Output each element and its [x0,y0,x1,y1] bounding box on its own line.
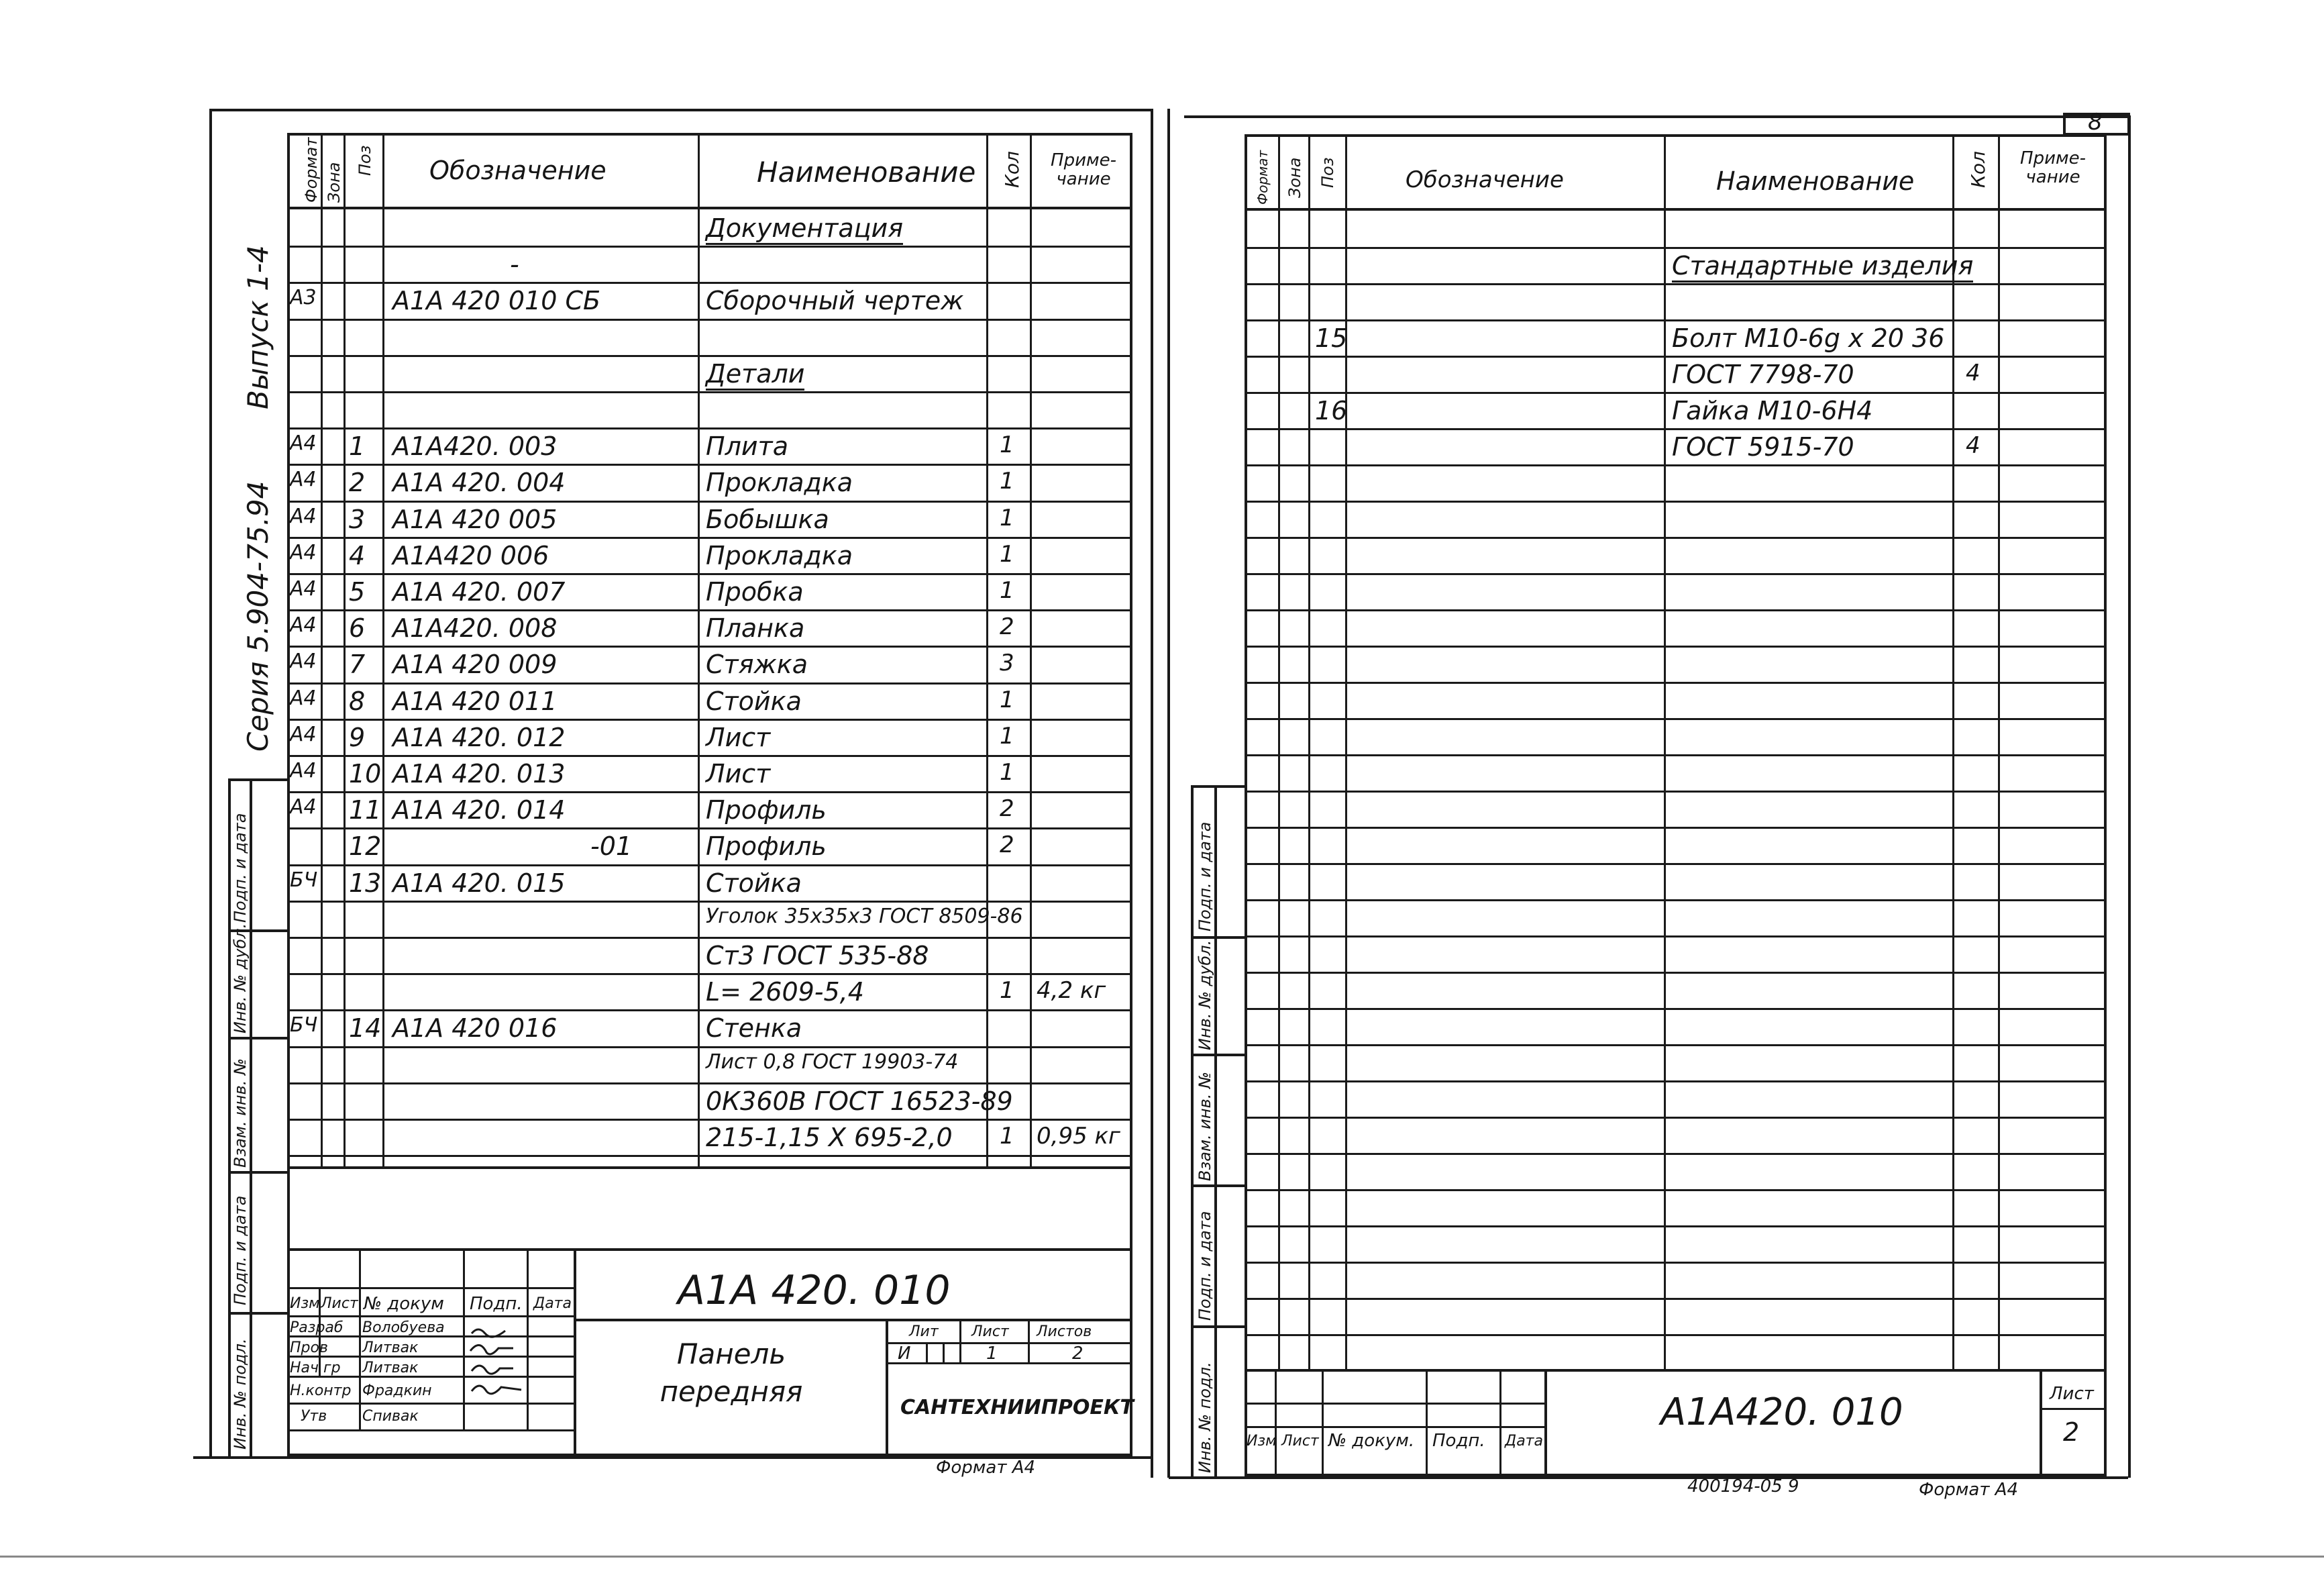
tb-role: Нач гр [290,1360,341,1376]
left-row-name: Стойка [706,868,802,898]
right-row-name: Гайка М10-6Н4 [1672,396,1873,425]
tb-line [2040,1369,2042,1476]
right-row-name: ГОСТ 7798-70 [1672,360,1854,389]
left-row-name: Пробка [706,577,804,607]
row-line [1245,827,2107,829]
row-line [1245,863,2107,865]
row-line [287,791,1132,793]
doc-title: Панель передняя [659,1337,803,1408]
tb-line [287,1166,1132,1169]
right-row-name: ГОСТ 5915-70 [1672,432,1854,462]
header-name: Наименование [1716,166,1915,196]
left-row-des: А1А 420. 015 [392,868,566,898]
header-designation: Обозначение [1406,166,1564,193]
format-note: Формат А4 [936,1458,1036,1478]
row-line [287,646,1132,648]
tb-person: Литвак [362,1339,419,1356]
left-row-name: Ст3 ГОСТ 535-88 [706,941,929,970]
col-line [698,133,700,1166]
header-designation: Обозначение [429,156,606,185]
row-line [1245,754,2107,756]
left-row-des: А1А 420. 007 [392,577,566,607]
row-line [1245,972,2107,974]
tb-head-sign: Подп. [1432,1431,1485,1451]
left-row-qty: 1 [1000,505,1014,531]
row-line [287,464,1132,466]
left-row-qty: 1 [1000,977,1014,1004]
tb-sheet-label: Лист [2050,1384,2094,1404]
row-line [1245,609,2107,611]
left-row-qty: 1 [1000,577,1014,604]
header-note: Приме-чание [2020,148,2086,187]
left-row-des: А1А 420. 004 [392,468,566,497]
tb-sheets: 2 [1072,1344,1084,1364]
row-line [287,501,1132,503]
frame-line [2128,115,2131,1478]
tb-line [1275,1369,1277,1476]
left-row-name: Уголок 35х35х3 ГОСТ 8509-86 [706,905,1023,928]
stamp-label: Инв. № подл. [231,1338,250,1450]
left-row-pos: 6 [349,613,366,643]
tb-head-list: Лист [321,1295,358,1312]
left-row-name: Прокладка [706,468,853,497]
tb-line [527,1248,529,1431]
stamp-line [1191,785,1194,1476]
row-line [287,973,1132,975]
right-row-qty: 4 [1966,360,1980,387]
left-row-fmt: А4 [290,577,317,601]
tb-head-date: Дата [533,1295,572,1312]
left-row-fmt: А4 [290,613,317,637]
tb-role: Утв [301,1408,327,1425]
col-line [382,133,384,1166]
tb-sheet: 1 [986,1344,998,1364]
frame-line [209,109,1152,111]
left-row-pos: 7 [349,650,366,679]
stamp-line [228,778,288,781]
row-line [287,827,1132,829]
stamp-line [1191,936,1245,939]
tb-person: Волобуева [362,1319,445,1336]
left-row-name: Сборочный чертеж [706,286,964,315]
row-line [1245,1008,2107,1010]
row-line [287,246,1132,248]
tb-line [574,1248,576,1458]
row-line [1245,1298,2107,1300]
left-row-fmt: А4 [290,650,317,673]
tb-line [2040,1408,2107,1410]
row-line [1245,646,2107,648]
frame-line [1167,109,1170,1478]
left-row-pos: 13 [349,868,382,898]
left-row-des: А1А 420. 012 [392,723,566,752]
row-line [287,864,1132,866]
row-line [287,573,1132,575]
left-row-fmt: А4 [290,759,317,782]
left-row-pos: 10 [349,759,382,789]
row-line [287,319,1132,321]
frame-line [1169,1476,2128,1479]
tb-line [1426,1369,1428,1476]
row-line [1245,718,2107,720]
left-row-qty: 1 [1000,759,1014,786]
header-qty: Кол [1967,151,1989,188]
header-format: Формат [302,137,321,203]
left-row-des: - [510,250,519,279]
row-line [1245,537,2107,539]
stamp-line [228,1037,288,1040]
left-row-pos: 5 [349,577,366,607]
left-row-name: 215-1,15 Х 695-2,0 [706,1123,953,1152]
stamp-label: Взам. инв. № [1196,1072,1214,1181]
stamp-line [1191,1054,1245,1056]
stamp-line [1191,1325,1245,1328]
col-line [986,133,988,1166]
series-label: Серия 5.904-75.94 [242,480,274,752]
left-row-pos: 4 [349,541,366,570]
left-row-name: Профиль [706,831,827,861]
stamp-label: Подп. и дата [231,1195,250,1305]
row-line [1245,1225,2107,1227]
stamp-label: Взам. инв. № [231,1058,250,1168]
tb-line [926,1342,928,1362]
left-row-fmt: А4 [290,541,317,564]
row-line [1245,935,2107,937]
left-row-qty: 3 [1000,650,1014,676]
left-row-des: А1А 420 005 [392,505,558,534]
stamp-line [1214,785,1217,1476]
tb-role: Пров [290,1339,328,1356]
row-line [287,1155,1132,1157]
left-row-qty: 1 [1000,723,1014,750]
row-line [1245,392,2107,394]
row-line [1245,1189,2107,1191]
left-row-fmt: БЧ [290,1013,318,1037]
header-line [287,207,1132,209]
row-line [287,537,1132,539]
left-row-name: Плита [706,432,788,461]
tb-line [1322,1369,1324,1476]
header-pos: Поз [356,145,374,176]
row-line [287,1082,1132,1084]
bottom-code: 400194-05 9 [1687,1476,1799,1497]
row-line [287,901,1132,903]
left-row-name: Лист [706,723,771,752]
tb-line [1499,1369,1501,1476]
header-zone: Зона [1285,157,1304,198]
right-row-pos: 15 [1315,323,1348,353]
row-line [287,1119,1132,1121]
tb-lit: И [898,1344,911,1364]
left-row-fmt: А4 [290,795,317,819]
row-line [287,719,1132,721]
row-line [1245,428,2107,430]
left-row-fmt: БЧ [290,868,318,892]
left-row-des: А1А420 006 [392,541,549,570]
tb-sheet: 2 [2063,1417,2080,1447]
left-row-name: Бобышка [706,505,829,534]
stamp-line [228,1171,288,1174]
spec-table-frame [287,133,1132,1456]
left-row-name: Лист 0,8 ГОСТ 19903-74 [706,1050,959,1074]
stamp-label: Инв. № дубл. [1196,940,1214,1050]
row-line [287,427,1132,429]
row-line [1245,573,2107,575]
tb-lit-label: Лит [909,1323,939,1340]
left-row-des: А1А 420. 014 [392,795,566,825]
right-row-name: Болт М10-6g х 20 36 [1672,323,1945,353]
left-row-qty: 1 [1000,541,1014,568]
left-row-name: Стенка [706,1013,802,1043]
stamp-label: Подп. и дата [1196,821,1214,931]
tb-line [463,1248,465,1431]
header-name: Наименование [757,156,976,189]
left-row-des: -01 [590,831,633,861]
tb-line [287,1315,576,1317]
left-row-pos: 1 [349,432,366,461]
row-line [287,282,1132,284]
left-row-note: 4,2 кг [1037,977,1106,1004]
header-pos: Поз [1318,157,1337,188]
issue-label: Выпуск 1-4 [242,245,274,409]
row-line [1245,682,2107,684]
stamp-label: Инв. № подл. [1196,1362,1214,1473]
right-row-pos: 16 [1315,396,1348,425]
left-row-name: Планка [706,613,805,643]
signatures [466,1319,527,1429]
tb-head-list: Лист [1281,1433,1319,1450]
left-row-des: А1А 420 011 [392,687,558,716]
doc-code-right: А1А420. 010 [1660,1390,1903,1434]
tb-line [959,1319,961,1362]
tb-line [287,1356,576,1358]
row-line [1245,899,2107,901]
left-row-pos: 11 [349,795,382,825]
left-row-name: Лист [706,759,771,789]
row-line [287,391,1132,393]
row-line [1245,1153,2107,1155]
left-row-name: Профиль [706,795,827,825]
left-row-fmt: А4 [290,505,317,528]
left-row-des: А1А 420 010 СБ [392,286,601,315]
row-line [1245,319,2107,321]
right-row-name: Стандартные изделия [1672,251,1973,283]
row-line [1245,464,2107,466]
left-row-name: Стяжка [706,650,808,679]
row-line [287,355,1132,357]
row-line [1245,1334,2107,1336]
left-row-name: Стойка [706,687,802,716]
col-line [344,133,346,1166]
stamp-line [250,778,252,1458]
tb-person: Фрадкин [362,1382,432,1399]
right-row-qty: 4 [1966,432,1980,459]
left-row-qty: 2 [1000,613,1014,640]
row-line [1245,1117,2107,1119]
tb-head-ndoc: № докум [364,1294,444,1314]
stamp-line [1191,1184,1245,1187]
row-line [1245,1080,2107,1082]
tb-line [886,1319,888,1456]
tb-line [574,1319,1132,1321]
tb-org: САНТЕХНИИПРОЕКТ [900,1396,1134,1419]
row-line [1245,1262,2107,1264]
left-row-qty: 1 [1000,468,1014,495]
tb-line [287,1429,576,1431]
tb-sheets-label: Листов [1037,1323,1092,1340]
tb-person: Спивак [362,1408,419,1425]
left-row-qty: 1 [1000,1123,1014,1150]
header-zone: Зона [325,162,344,203]
tb-head-date: Дата [1505,1433,1543,1450]
left-row-name: Документация [706,213,903,245]
left-row-pos: 2 [349,468,366,497]
row-line [1245,791,2107,793]
left-row-pos: 14 [349,1013,382,1043]
row-line [287,1046,1132,1048]
row-line [1245,283,2107,285]
tb-line [359,1248,361,1431]
tb-sheet-label: Лист [971,1323,1009,1340]
left-row-fmt: А3 [290,286,317,309]
tb-head-izm: Изм [1247,1433,1277,1450]
stamp-line [228,1312,288,1315]
left-row-name: Прокладка [706,541,853,570]
left-row-des: А1А 420 016 [392,1013,558,1043]
header-line [1245,208,2107,211]
left-row-des: А1А420. 003 [392,432,558,461]
row-line [287,609,1132,611]
left-row-name: 0К360В ГОСТ 16523-89 [706,1086,1013,1116]
row-line [1245,356,2107,358]
left-row-fmt: А4 [290,432,317,455]
left-row-name: Детали [706,359,804,391]
row-line [287,682,1132,685]
tb-line [886,1362,1132,1364]
scan-edge [0,1556,2324,1558]
page-corner-number: 8 [2088,109,2103,136]
tb-line [1544,1369,1547,1476]
stamp-label: Инв. № дубл. [231,923,250,1033]
tb-role: Разраб [290,1319,344,1336]
left-row-qty: 1 [1000,687,1014,713]
left-row-pos: 8 [349,687,366,716]
left-row-qty: 1 [1000,432,1014,458]
row-line [1245,501,2107,503]
format-note: Формат А4 [1919,1480,2019,1500]
stamp-label: Подп. и дата [231,813,250,923]
tb-head-sign: Подп. [470,1294,523,1314]
stamp-line [1191,785,1245,788]
col-line [321,133,323,1166]
left-row-qty: 2 [1000,831,1014,858]
frame-line [209,109,212,1458]
tb-line [1245,1369,2107,1372]
left-row-des: А1А420. 008 [392,613,558,643]
row-line [287,755,1132,757]
tb-line [287,1248,1132,1251]
stamp-label: Подп. и дата [1196,1211,1214,1321]
header-qty: Кол [1001,151,1023,188]
tb-line [886,1342,1132,1344]
left-row-pos: 12 [349,831,382,861]
row-line [287,937,1132,939]
tb-line [287,1403,576,1405]
left-row-fmt: А4 [290,723,317,746]
tb-role: Н.контр [290,1382,352,1399]
left-row-note: 0,95 кг [1037,1123,1120,1150]
left-row-fmt: А4 [290,687,317,710]
tb-head-izm: Изм [290,1295,320,1312]
left-row-des: А1А 420 009 [392,650,558,679]
frame-line [1151,109,1153,1478]
tb-person: Литвак [362,1360,419,1376]
left-row-fmt: А4 [290,468,317,491]
left-row-name: L= 2609-5,4 [706,977,864,1007]
frame-line [1184,115,2130,118]
left-row-pos: 3 [349,505,366,534]
tb-line [943,1342,945,1362]
header-format: Формат [1255,150,1271,205]
doc-code: А1А 420. 010 [678,1267,951,1314]
row-line [1245,247,2107,249]
header-note: Приме-чание [1051,150,1116,189]
row-line [1245,1044,2107,1046]
left-row-des: А1А 420. 013 [392,759,566,789]
tb-line [1028,1319,1030,1362]
tb-line [287,1287,576,1289]
left-row-qty: 2 [1000,795,1014,822]
left-row-pos: 9 [349,723,366,752]
row-line [287,1009,1132,1011]
tb-head-ndoc: № докум. [1328,1431,1415,1451]
col-line [1030,133,1032,1166]
